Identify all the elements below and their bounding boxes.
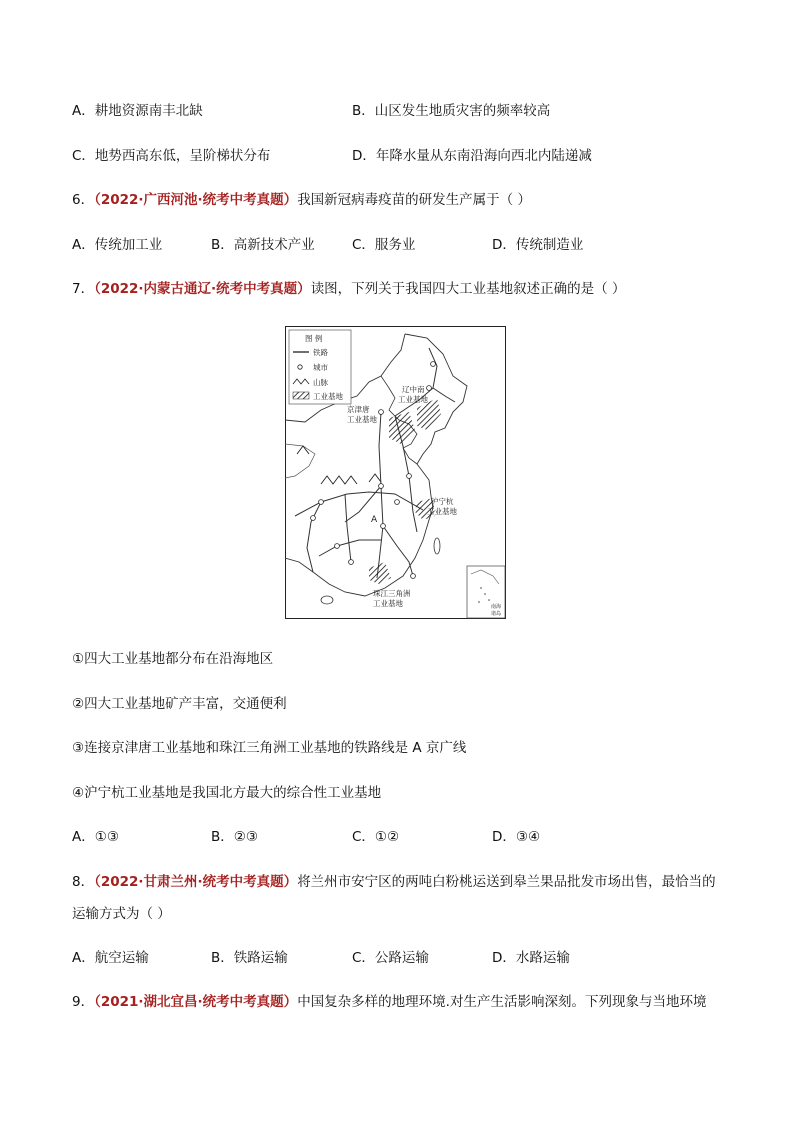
map-legend xyxy=(289,330,351,404)
q7-statement-4: ④沪宁杭工业基地是我国北方最大的综合性工业基地 xyxy=(72,785,382,801)
q8-option-d: D．水路运输 xyxy=(492,950,570,966)
q5-option-a: A．耕地资源南丰北缺 xyxy=(72,103,203,119)
q8-option-a: A．航空运输 xyxy=(72,950,149,966)
question-source: （2022·甘肃兰州·统考中考真题） xyxy=(94,874,298,890)
q7-statement-2: ②四大工业基地矿产丰富，交通便利 xyxy=(72,696,287,712)
q7-option-d: D．③④ xyxy=(492,829,541,845)
question-number: 9． xyxy=(72,994,95,1010)
question-source: （2021·湖北宜昌·统考中考真题） xyxy=(94,994,298,1010)
map-svg xyxy=(285,326,506,619)
q5-option-b: B．山区发生地质灾害的频率较高 xyxy=(352,103,551,119)
question-6 xyxy=(72,190,531,210)
q7-statement-1: ①四大工业基地都分布在沿海地区 xyxy=(72,651,274,667)
q7-option-b: B．②③ xyxy=(211,829,258,845)
q7-option-a: A．①③ xyxy=(72,829,119,845)
label-jingjintang-2: 工业基地 xyxy=(347,415,377,424)
label-huningHang-2: 工业基地 xyxy=(427,507,457,516)
q6-option-c: C．服务业 xyxy=(352,237,416,253)
label-jingjintang: 京津唐 xyxy=(347,405,370,414)
label-liaozhongnan: 辽中南 xyxy=(402,385,425,394)
legend-mountain: 山脉 xyxy=(313,378,328,387)
question-stem: 我国新冠病毒疫苗的研发生产属于（ ） xyxy=(297,192,531,208)
question-source: （2022·内蒙古通辽·统考中考真题） xyxy=(94,281,311,297)
legend-city: 城市 xyxy=(313,363,328,372)
question-7 xyxy=(72,279,625,299)
question-stem: 读图，下列关于我国四大工业基地叙述正确的是（ ） xyxy=(310,281,626,297)
inset-label: 南海 xyxy=(491,604,502,610)
legend-title: 图 例 xyxy=(305,334,323,343)
legend-industrial-base: 工业基地 xyxy=(313,392,343,401)
city-icon xyxy=(298,365,302,369)
label-zhujiang-2: 工业基地 xyxy=(373,599,403,608)
question-number: 6． xyxy=(72,192,95,208)
q7-option-c: C．①② xyxy=(352,829,400,845)
q8-option-b: B．铁路运输 xyxy=(211,950,288,966)
question-8-line-2: 运输方式为（ ） xyxy=(72,906,171,922)
industrial-base-icon xyxy=(293,392,309,399)
question-number: 7． xyxy=(72,281,95,297)
label-huningHang: 沪宁杭 xyxy=(431,497,454,506)
q6-option-b: B．高新技术产业 xyxy=(211,237,315,253)
q6-option-d: D．传统制造业 xyxy=(492,237,584,253)
q6-option-a: A．传统加工业 xyxy=(72,237,163,253)
question-9 xyxy=(72,992,706,1012)
q5-option-c: C．地势西高东低，呈阶梯状分布 xyxy=(72,148,271,164)
label-zhujiang: 珠江三角洲 xyxy=(373,589,411,598)
question-stem: 中国复杂多样的地理环境.对生产生活影响深刻。下列现象与当地环境 xyxy=(297,994,707,1010)
legend-railway: 铁路 xyxy=(313,348,328,357)
q7-statement-3: ③连接京津唐工业基地和珠江三角洲工业基地的铁路线是 A 京广线 xyxy=(72,740,467,756)
q8-option-c: C．公路运输 xyxy=(352,950,429,966)
q5-option-d: D．年降水量从东南沿海向西北内陆递减 xyxy=(352,148,592,164)
south-china-sea-inset xyxy=(467,566,505,618)
label-liaozhongnan-2: 工业基地 xyxy=(398,395,428,404)
question-stem: 将兰州市安宁区的两吨白粉桃运送到皋兰果品批发市场出售，最恰当的 xyxy=(297,874,716,890)
question-source: （2022·广西河池·统考中考真题） xyxy=(94,192,298,208)
question-8 xyxy=(72,872,716,892)
inset-label-2: 诸岛 xyxy=(491,611,502,617)
question-number: 8． xyxy=(72,874,95,890)
china-industrial-bases-map xyxy=(285,326,506,619)
label-line-a: A xyxy=(371,515,378,525)
